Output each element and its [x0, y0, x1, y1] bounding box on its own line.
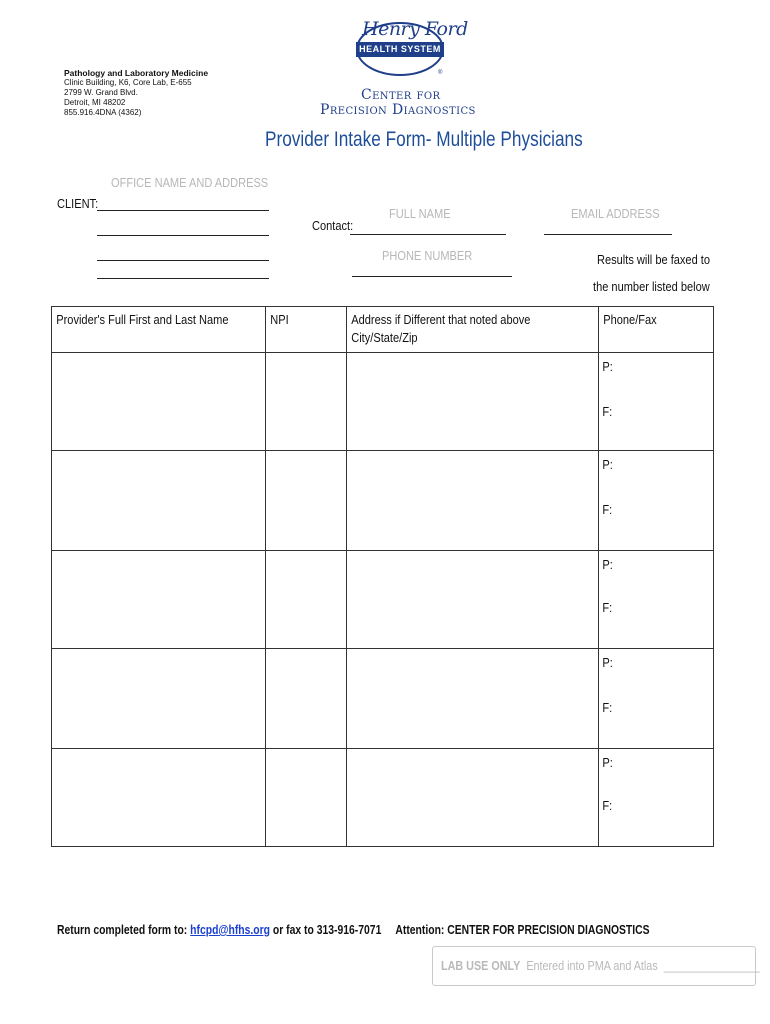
phone-prefix: P:: [602, 655, 613, 670]
header-npi: NPI: [265, 307, 346, 353]
contact-email-line[interactable]: [544, 234, 672, 235]
phone-fax-cell[interactable]: [598, 353, 713, 451]
fax-prefix: F:: [602, 600, 612, 615]
address-line-2: 2799 W. Grand Blvd.: [64, 88, 138, 97]
fax-note-line-1: Results will be faxed to: [597, 252, 711, 267]
client-line-4[interactable]: [97, 278, 269, 279]
return-lead: Return completed form to:: [57, 923, 188, 937]
client-label: CLIENT:: [57, 196, 99, 211]
address-cell[interactable]: [346, 649, 598, 749]
lab-use-text: [441, 958, 760, 973]
phone-fax-cell[interactable]: [598, 649, 713, 749]
phone-prefix: P:: [602, 755, 613, 770]
provider-name-cell[interactable]: [52, 451, 266, 551]
lab-use-entered-text: Entered into PMA and Atlas: [526, 958, 658, 973]
fax-prefix: F:: [602, 798, 612, 813]
client-line-1[interactable]: [97, 210, 269, 211]
table-row: [52, 551, 714, 649]
precision-diagnostics-line: Precision Diagnostics: [320, 102, 476, 118]
phone-prefix: P:: [602, 457, 613, 472]
health-system-band: HEALTH SYSTEM: [356, 42, 444, 57]
table-row: [52, 353, 714, 451]
contact-phone-line[interactable]: [352, 276, 512, 277]
provider-name-cell[interactable]: [52, 749, 266, 847]
phone-prefix: P:: [602, 359, 613, 374]
form-title: Provider Intake Form- Multiple Physicians: [265, 128, 583, 151]
address-line-1: Clinic Building, K6, Core Lab, E-655: [64, 78, 192, 87]
npi-cell[interactable]: [265, 451, 346, 551]
fax-prefix: F:: [602, 502, 612, 517]
phone-number-hint: PHONE NUMBER: [382, 248, 473, 263]
npi-cell[interactable]: [265, 551, 346, 649]
npi-cell[interactable]: [265, 353, 346, 451]
department-title: Pathology and Laboratory Medicine: [64, 68, 209, 78]
phone-fax-cell[interactable]: [598, 551, 713, 649]
npi-cell[interactable]: [265, 749, 346, 847]
provider-name-cell[interactable]: [52, 353, 266, 451]
fax-prefix: F:: [602, 700, 612, 715]
phone-line: 855.916.4DNA (4362): [64, 108, 142, 117]
table-header-row: [52, 307, 714, 353]
table-row: [52, 649, 714, 749]
address-cell[interactable]: [346, 451, 598, 551]
provider-name-cell[interactable]: [52, 551, 266, 649]
registered-mark: ®: [438, 70, 443, 76]
phone-fax-cell[interactable]: [598, 451, 713, 551]
fax-note-line-2: the number listed below: [593, 279, 710, 294]
client-line-3[interactable]: [97, 260, 269, 261]
return-fax: or fax to 313-916-7071: [272, 923, 382, 937]
header-provider-name: Provider's Full First and Last Name: [52, 307, 266, 353]
address-line-3: Detroit, MI 48202: [64, 98, 126, 107]
contact-label: Contact:: [312, 218, 354, 233]
client-line-2[interactable]: [97, 235, 269, 236]
return-email-link[interactable]: hfcpd@hfhs.org: [190, 923, 271, 937]
table-row: [52, 749, 714, 847]
lab-use-only-label: LAB USE ONLY: [441, 958, 521, 973]
return-instructions: [57, 923, 650, 937]
attention-line: Attention: CENTER FOR PRECISION DIAGNOSTICS: [395, 923, 650, 937]
header-address: Address if Different that noted above City/State/Zip: [346, 307, 598, 353]
phone-fax-cell[interactable]: [598, 749, 713, 847]
henry-ford-logo-script: Henry Ford: [362, 18, 468, 40]
npi-cell[interactable]: [265, 649, 346, 749]
provider-name-cell[interactable]: [52, 649, 266, 749]
table-row: [52, 451, 714, 551]
address-cell[interactable]: [346, 749, 598, 847]
email-address-hint: EMAIL ADDRESS: [571, 206, 660, 221]
provider-table: [51, 306, 714, 847]
phone-prefix: P:: [602, 557, 613, 572]
fax-prefix: F:: [602, 404, 612, 419]
address-cell[interactable]: [346, 551, 598, 649]
address-cell[interactable]: [346, 353, 598, 451]
department-address-block: [64, 68, 208, 118]
office-name-hint: OFFICE NAME AND ADDRESS: [111, 175, 269, 190]
lab-use-blank[interactable]: ________________: [663, 958, 760, 973]
contact-name-line[interactable]: [350, 234, 506, 235]
center-for-line: Center for: [361, 87, 441, 103]
header-phone-fax: Phone/Fax: [598, 307, 713, 353]
full-name-hint: FULL NAME: [389, 206, 451, 221]
